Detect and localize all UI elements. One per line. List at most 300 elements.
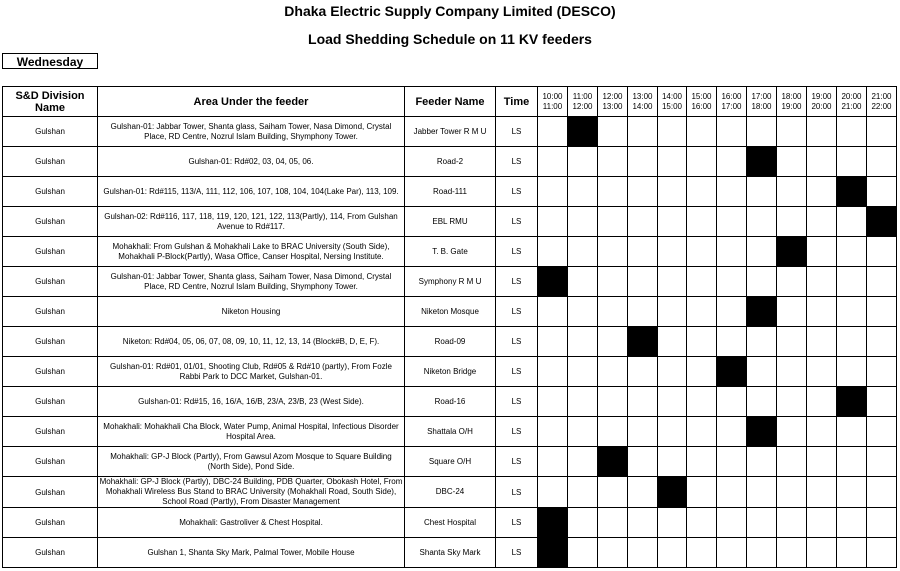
time-cell: LS xyxy=(496,267,538,297)
shedding-slot xyxy=(598,357,628,387)
slot-end: 19:00 xyxy=(781,101,802,111)
feeder-cell: EBL RMU xyxy=(405,207,496,237)
area-cell: Mohakhali: GP-J Block (Partly), DBC-24 Building, PDB Quarter, Obokash Hotel, From Mohakhali Wireless Bus Stand to BRAC University (Mohakhali Road, South Side), School Road (Partly), From Disaster Management xyxy=(98,477,405,508)
shedding-slot xyxy=(867,327,897,357)
shedding-slot xyxy=(538,207,568,237)
time-cell: LS xyxy=(496,147,538,177)
shedding-slot xyxy=(658,417,687,447)
shedding-slot xyxy=(717,387,747,417)
feeder-cell: Road-09 xyxy=(405,327,496,357)
shedding-slot xyxy=(747,267,777,297)
feeder-cell: Road-111 xyxy=(405,177,496,207)
area-cell: Niketon Housing xyxy=(98,297,405,327)
shedding-slot xyxy=(538,447,568,477)
time-slot-header xyxy=(867,87,897,117)
area-cell: Gulshan-01: Rd#01, 01/01, Shooting Club, Rd#05 & Rd#10 (partly), From Fozle Rabbi Park to DCC Market, Gulshan-01. xyxy=(98,357,405,387)
shedding-slot xyxy=(777,387,807,417)
shedding-slot xyxy=(717,327,747,357)
division-cell: Gulshan xyxy=(3,147,98,177)
table-row xyxy=(3,417,897,447)
shedding-slot xyxy=(568,538,598,568)
shedding-slot xyxy=(777,357,807,387)
shedding-slot xyxy=(538,177,568,207)
time-cell: LS xyxy=(496,508,538,538)
shedding-slot xyxy=(747,447,777,477)
time-slot-header xyxy=(777,87,807,117)
time-header: Time xyxy=(496,87,538,117)
shedding-slot xyxy=(658,177,687,207)
area-cell: Gulshan-01: Jabbar Tower, Shanta glass, Saiham Tower, Nasa Dimond, Crystal Place, RD Centre, Nozrul Islam Building, Shymphony Tower. xyxy=(98,267,405,297)
shedding-slot-filled xyxy=(538,267,568,297)
shedding-slot xyxy=(568,447,598,477)
shedding-slot xyxy=(717,117,747,147)
time-cell: LS xyxy=(496,417,538,447)
schedule-table xyxy=(2,86,897,568)
shedding-slot-filled xyxy=(598,447,628,477)
shedding-slot xyxy=(538,477,568,508)
shedding-slot xyxy=(538,237,568,267)
table-row xyxy=(3,477,897,508)
shedding-slot xyxy=(837,417,867,447)
table-row xyxy=(3,387,897,417)
division-cell: Gulshan xyxy=(3,117,98,147)
feeder-cell: T. B. Gate xyxy=(405,237,496,267)
shedding-slot xyxy=(867,117,897,147)
shedding-slot xyxy=(867,267,897,297)
shedding-slot xyxy=(777,297,807,327)
shedding-slot xyxy=(717,417,747,447)
shedding-slot xyxy=(837,267,867,297)
shedding-slot xyxy=(658,327,687,357)
shedding-slot xyxy=(807,147,837,177)
slot-end: 16:00 xyxy=(691,101,712,111)
table-row xyxy=(3,177,897,207)
shedding-slot xyxy=(538,417,568,447)
shedding-slot xyxy=(837,297,867,327)
shedding-slot-filled xyxy=(538,538,568,568)
table-row xyxy=(3,117,897,147)
shedding-slot xyxy=(747,357,777,387)
slot-end: 12:00 xyxy=(572,101,593,111)
slot-end: 11:00 xyxy=(542,101,563,111)
shedding-slot xyxy=(867,417,897,447)
division-cell: Gulshan xyxy=(3,387,98,417)
slot-start: 18:00 xyxy=(781,91,802,101)
slot-end: 22:00 xyxy=(871,101,892,111)
shedding-slot xyxy=(717,177,747,207)
time-slot-header xyxy=(687,87,717,117)
shedding-slot xyxy=(867,387,897,417)
division-cell: Gulshan xyxy=(3,357,98,387)
feeder-header: Feeder Name xyxy=(405,87,496,117)
time-cell: LS xyxy=(496,357,538,387)
shedding-slot xyxy=(628,417,658,447)
table-row xyxy=(3,207,897,237)
shedding-slot xyxy=(687,237,717,267)
shedding-slot xyxy=(628,117,658,147)
shedding-slot xyxy=(777,327,807,357)
shedding-slot xyxy=(687,417,717,447)
shedding-slot xyxy=(568,387,598,417)
shedding-slot xyxy=(837,357,867,387)
shedding-slot xyxy=(598,327,628,357)
feeder-cell: Square O/H xyxy=(405,447,496,477)
feeder-cell: Niketon Mosque xyxy=(405,297,496,327)
shedding-slot xyxy=(687,387,717,417)
shedding-slot xyxy=(747,207,777,237)
shedding-slot xyxy=(807,267,837,297)
shedding-slot-filled xyxy=(747,297,777,327)
shedding-slot xyxy=(747,477,777,508)
division-cell: Gulshan xyxy=(3,297,98,327)
shedding-slot xyxy=(777,207,807,237)
division-cell: Gulshan xyxy=(3,508,98,538)
shedding-slot xyxy=(717,237,747,267)
shedding-slot xyxy=(807,117,837,147)
shedding-slot xyxy=(568,237,598,267)
shedding-slot xyxy=(807,508,837,538)
division-cell: Gulshan xyxy=(3,177,98,207)
shedding-slot xyxy=(628,267,658,297)
time-cell: LS xyxy=(496,207,538,237)
time-slot-header xyxy=(538,87,568,117)
slot-start: 20:00 xyxy=(841,91,862,101)
shedding-slot xyxy=(598,177,628,207)
shedding-slot xyxy=(867,538,897,568)
slot-start: 16:00 xyxy=(721,91,742,101)
area-cell: Niketon: Rd#04, 05, 06, 07, 08, 09, 10, 11, 12, 13, 14 (Block#B, D, E, F). xyxy=(98,327,405,357)
shedding-slot xyxy=(658,508,687,538)
shedding-slot xyxy=(538,297,568,327)
area-cell: Mohakhali: Mohakhali Cha Block, Water Pump, Animal Hospital, Infectious Disorder Hospital Area. xyxy=(98,417,405,447)
schedule-title: Load Shedding Schedule on 11 KV feeders xyxy=(308,31,592,47)
shedding-slot xyxy=(837,327,867,357)
shedding-slot xyxy=(807,207,837,237)
shedding-slot xyxy=(867,447,897,477)
shedding-slot xyxy=(658,357,687,387)
slot-end: 18:00 xyxy=(751,101,772,111)
slot-end: 21:00 xyxy=(841,101,862,111)
shedding-slot xyxy=(658,237,687,267)
table-row xyxy=(3,147,897,177)
shedding-slot xyxy=(837,538,867,568)
shedding-slot xyxy=(777,177,807,207)
shedding-slot xyxy=(628,447,658,477)
shedding-slot xyxy=(777,447,807,477)
area-cell: Gulshan-01: Rd#115, 113/A, 111, 112, 106, 107, 108, 104, 104(Lake Par), 113, 109. xyxy=(98,177,405,207)
shedding-slot xyxy=(687,327,717,357)
shedding-slot xyxy=(747,508,777,538)
shedding-slot xyxy=(628,297,658,327)
division-cell: Gulshan xyxy=(3,267,98,297)
shedding-slot xyxy=(687,357,717,387)
shedding-slot-filled xyxy=(837,177,867,207)
shedding-slot xyxy=(867,147,897,177)
shedding-slot xyxy=(658,117,687,147)
feeder-cell: DBC-24 xyxy=(405,477,496,508)
table-row xyxy=(3,538,897,568)
time-slot-header xyxy=(628,87,658,117)
shedding-slot xyxy=(747,117,777,147)
area-cell: Mohakhali: Gastroliver & Chest Hospital. xyxy=(98,508,405,538)
day-label: Wednesday xyxy=(2,53,98,69)
shedding-slot xyxy=(658,207,687,237)
slot-end: 20:00 xyxy=(811,101,832,111)
shedding-slot xyxy=(658,147,687,177)
shedding-slot xyxy=(837,447,867,477)
shedding-slot xyxy=(867,177,897,207)
shedding-slot xyxy=(687,267,717,297)
time-slot-header xyxy=(717,87,747,117)
division-cell: Gulshan xyxy=(3,207,98,237)
shedding-slot xyxy=(568,177,598,207)
shedding-slot xyxy=(777,147,807,177)
table-row xyxy=(3,357,897,387)
shedding-slot xyxy=(687,508,717,538)
feeder-cell: Road-16 xyxy=(405,387,496,417)
shedding-slot xyxy=(628,207,658,237)
shedding-slot xyxy=(807,177,837,207)
shedding-slot xyxy=(807,538,837,568)
shedding-slot xyxy=(598,538,628,568)
shedding-slot xyxy=(807,357,837,387)
division-cell: Gulshan xyxy=(3,477,98,508)
shedding-slot xyxy=(837,117,867,147)
shedding-slot xyxy=(658,447,687,477)
shedding-slot xyxy=(837,237,867,267)
time-cell: LS xyxy=(496,327,538,357)
header-row xyxy=(3,87,897,117)
table-row xyxy=(3,297,897,327)
shedding-slot xyxy=(538,387,568,417)
shedding-slot xyxy=(598,508,628,538)
shedding-slot-filled xyxy=(717,357,747,387)
shedding-slot xyxy=(568,357,598,387)
shedding-slot xyxy=(717,508,747,538)
table-row xyxy=(3,508,897,538)
feeder-cell: Niketon Bridge xyxy=(405,357,496,387)
shedding-slot xyxy=(568,327,598,357)
shedding-slot xyxy=(837,508,867,538)
slot-start: 19:00 xyxy=(811,91,832,101)
shedding-slot xyxy=(598,417,628,447)
shedding-slot xyxy=(538,117,568,147)
shedding-slot xyxy=(717,267,747,297)
shedding-slot xyxy=(598,387,628,417)
shedding-slot xyxy=(747,538,777,568)
time-slot-header xyxy=(747,87,777,117)
slot-start: 13:00 xyxy=(632,91,653,101)
shedding-slot xyxy=(568,207,598,237)
schedule-body xyxy=(3,117,897,568)
shedding-slot xyxy=(867,357,897,387)
shedding-slot-filled xyxy=(747,147,777,177)
shedding-slot-filled xyxy=(777,237,807,267)
shedding-slot xyxy=(568,417,598,447)
shedding-slot xyxy=(807,447,837,477)
division-cell: Gulshan xyxy=(3,327,98,357)
slot-start: 21:00 xyxy=(871,91,892,101)
division-header: S&D Division Name xyxy=(3,87,98,117)
slot-start: 14:00 xyxy=(661,91,683,101)
shedding-slot xyxy=(747,237,777,267)
table-row xyxy=(3,237,897,267)
shedding-slot xyxy=(717,477,747,508)
division-cell: Gulshan xyxy=(3,447,98,477)
shedding-slot xyxy=(568,508,598,538)
shedding-slot xyxy=(807,417,837,447)
shedding-slot xyxy=(687,177,717,207)
shedding-slot xyxy=(717,147,747,177)
area-cell: Gulshan 1, Shanta Sky Mark, Palmal Tower, Mobile House xyxy=(98,538,405,568)
shedding-slot xyxy=(747,387,777,417)
shedding-slot xyxy=(777,267,807,297)
slot-start: 17:00 xyxy=(751,91,772,101)
shedding-slot xyxy=(837,477,867,508)
feeder-cell: Symphony R M U xyxy=(405,267,496,297)
shedding-slot xyxy=(777,117,807,147)
shedding-slot xyxy=(807,237,837,267)
shedding-slot xyxy=(538,327,568,357)
time-cell: LS xyxy=(496,117,538,147)
time-cell: LS xyxy=(496,387,538,417)
time-cell: LS xyxy=(496,177,538,207)
shedding-slot xyxy=(867,477,897,508)
table-row xyxy=(3,447,897,477)
division-cell: Gulshan xyxy=(3,237,98,267)
time-slot-header xyxy=(598,87,628,117)
feeder-cell: Road-2 xyxy=(405,147,496,177)
shedding-slot-filled xyxy=(837,387,867,417)
shedding-slot-filled xyxy=(568,117,598,147)
shedding-slot xyxy=(628,357,658,387)
slot-start: 10:00 xyxy=(542,91,563,101)
division-cell: Gulshan xyxy=(3,538,98,568)
area-cell: Gulshan-01: Jabbar Tower, Shanta glass, Saiham Tower, Nasa Dimond, Crystal Place, RD Centre, Nozrul Islam Building, Shymphony Tower. xyxy=(98,117,405,147)
feeder-cell: Jabber Tower R M U xyxy=(405,117,496,147)
shedding-slot xyxy=(867,237,897,267)
shedding-slot xyxy=(538,147,568,177)
shedding-slot xyxy=(628,147,658,177)
shedding-slot xyxy=(658,267,687,297)
time-cell: LS xyxy=(496,538,538,568)
feeder-cell: Chest Hospital xyxy=(405,508,496,538)
slot-end: 15:00 xyxy=(661,101,683,111)
area-cell: Mohakhali: GP-J Block (Partly), From Gawsul Azom Mosque to Square Building (North Side), Pond Side. xyxy=(98,447,405,477)
shedding-slot-filled xyxy=(538,508,568,538)
time-slot-header xyxy=(568,87,598,117)
shedding-slot xyxy=(568,477,598,508)
shedding-slot xyxy=(598,297,628,327)
shedding-slot xyxy=(807,297,837,327)
slot-start: 11:00 xyxy=(572,91,593,101)
shedding-slot xyxy=(628,237,658,267)
shedding-slot xyxy=(598,267,628,297)
shedding-slot xyxy=(777,477,807,508)
shedding-slot xyxy=(687,297,717,327)
slot-end: 14:00 xyxy=(632,101,653,111)
shedding-slot xyxy=(628,387,658,417)
shedding-slot xyxy=(777,538,807,568)
time-slot-header xyxy=(658,87,687,117)
slot-start: 15:00 xyxy=(691,91,712,101)
slot-end: 17:00 xyxy=(721,101,742,111)
shedding-slot xyxy=(837,147,867,177)
area-header: Area Under the feeder xyxy=(98,87,405,117)
shedding-slot xyxy=(807,327,837,357)
time-cell: LS xyxy=(496,447,538,477)
shedding-slot xyxy=(807,477,837,508)
division-cell: Gulshan xyxy=(3,417,98,447)
shedding-slot xyxy=(867,508,897,538)
table-row xyxy=(3,327,897,357)
shedding-slot xyxy=(747,327,777,357)
slot-start: 12:00 xyxy=(602,91,623,101)
feeder-cell: Shattala O/H xyxy=(405,417,496,447)
shedding-slot xyxy=(837,207,867,237)
shedding-slot xyxy=(538,357,568,387)
company-title: Dhaka Electric Supply Company Limited (DESCO) xyxy=(284,3,616,19)
shedding-slot-filled xyxy=(867,207,897,237)
time-cell: LS xyxy=(496,297,538,327)
shedding-slot xyxy=(717,207,747,237)
shedding-slot xyxy=(717,297,747,327)
time-cell: LS xyxy=(496,477,538,508)
slot-end: 13:00 xyxy=(602,101,623,111)
shedding-slot xyxy=(807,387,837,417)
shedding-slot xyxy=(598,147,628,177)
area-cell: Mohakhali: From Gulshan & Mohakhali Lake to BRAC University (South Side), Mohakhali P-Block(Partly), Wasa Office, Canser Hospital, Nersing Institute. xyxy=(98,237,405,267)
shedding-slot xyxy=(658,297,687,327)
shedding-slot xyxy=(777,417,807,447)
shedding-slot xyxy=(687,207,717,237)
shedding-slot xyxy=(628,177,658,207)
area-cell: Gulshan-02: Rd#116, 117, 118, 119, 120, 121, 122, 113(Partly), 114, From Gulshan Avenue to Rd#117. xyxy=(98,207,405,237)
shedding-slot xyxy=(687,147,717,177)
area-cell: Gulshan-01: Rd#02, 03, 04, 05, 06. xyxy=(98,147,405,177)
shedding-slot-filled xyxy=(747,417,777,447)
shedding-slot xyxy=(598,237,628,267)
shedding-slot xyxy=(658,538,687,568)
shedding-slot xyxy=(658,387,687,417)
shedding-slot xyxy=(628,538,658,568)
shedding-slot xyxy=(747,177,777,207)
shedding-slot xyxy=(598,477,628,508)
time-slot-header xyxy=(837,87,867,117)
shedding-slot xyxy=(777,508,807,538)
shedding-slot xyxy=(717,538,747,568)
shedding-slot xyxy=(598,117,628,147)
time-slot-header xyxy=(807,87,837,117)
time-cell: LS xyxy=(496,237,538,267)
shedding-slot xyxy=(598,207,628,237)
shedding-slot-filled xyxy=(658,477,687,508)
shedding-slot xyxy=(687,477,717,508)
shedding-slot-filled xyxy=(628,327,658,357)
shedding-slot xyxy=(867,297,897,327)
shedding-slot xyxy=(717,447,747,477)
shedding-slot xyxy=(568,297,598,327)
feeder-cell: Shanta Sky Mark xyxy=(405,538,496,568)
shedding-slot xyxy=(568,267,598,297)
area-cell: Gulshan-01: Rd#15, 16, 16/A, 16/B, 23/A, 23/B, 23 (West Side). xyxy=(98,387,405,417)
shedding-slot xyxy=(687,447,717,477)
shedding-slot xyxy=(628,508,658,538)
shedding-slot xyxy=(687,117,717,147)
shedding-slot xyxy=(687,538,717,568)
shedding-slot xyxy=(568,147,598,177)
shedding-slot xyxy=(628,477,658,508)
